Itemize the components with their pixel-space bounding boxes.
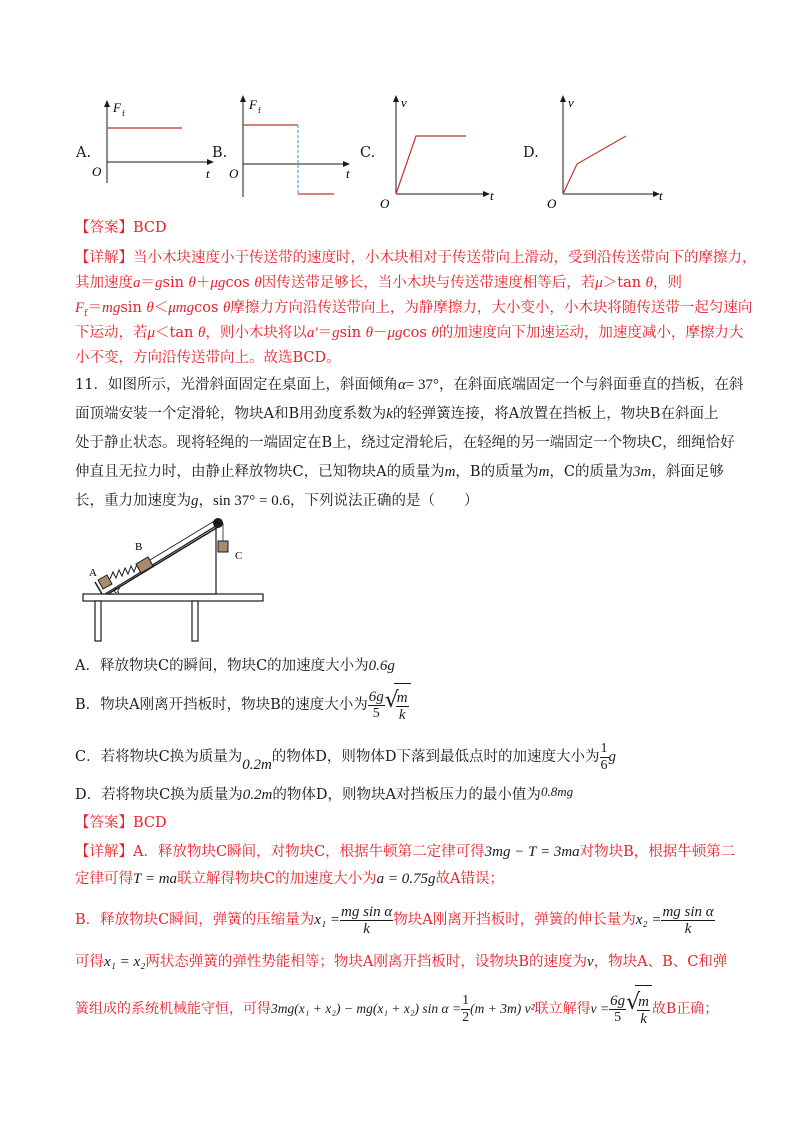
figure-label-c: C (235, 550, 243, 562)
detail-2-line-4: 可得x₁ = x₂两状态弹簧的弹性势能相等；物块A刚离开挡板时，设物块B的速度为v，物块A、B、C和弹 (75, 954, 728, 970)
graph-c (376, 92, 506, 212)
option-a: A．释放物块C的瞬间，物块C的加速度大小为0.6g (75, 658, 395, 674)
q11-line-3: 处于静止状态。现将轻绳的一端固定在B上，绕过定滑轮后，在轻绳的另一端固定一个物块C，细绳恰好 (75, 435, 735, 451)
detail-2-line-1: 【详解】A．释放物块C瞬间，对物块C，根据牛顿第二定律可得3mg − T = 3ma对物块B，根据牛顿第二 (75, 844, 736, 860)
detail-1-line-3: $F_f=mgsin$ θ＜μmgcos θ摩擦力方向沿传送带向上，为静摩擦力，大小变小，小木块将随传送带一起匀速向 (75, 300, 753, 319)
detail-2-line-2: 定律可得T = ma联立解得物块C的加速度大小为a = 0.75g故A错误； (75, 871, 504, 887)
graph-c-ylabel: v (401, 95, 407, 110)
graph-a-origin: O (92, 164, 102, 179)
option-c-fraction: $\frac{1}{6}$ (600, 740, 608, 773)
graph-a-xlabel: t (206, 166, 210, 181)
figure-label-alpha: α (114, 584, 120, 596)
graph-d-xlabel: t (659, 188, 663, 203)
graph-d-origin: O (547, 196, 557, 211)
option-b-fraction: $\frac{6g}{5}$ (368, 688, 384, 721)
q11-line-2: 面顶端安装一个定滑轮，物块A和B用劲度系数为k的轻弹簧连接，将A放置在挡板上，物块B在斜面上 (75, 406, 719, 422)
answer-1-label: 【答案】 (75, 220, 133, 236)
graph-b (228, 92, 358, 202)
figure-label-b: B (135, 541, 143, 553)
q11-line-4: 伸直且无拉力时，由静止释放物块C，已知物块A的质量为m，B的质量为m，C的质量为3m，斜面足够 (75, 464, 724, 480)
detail-1-line-1 (75, 248, 757, 268)
graph-c-origin: O (380, 196, 390, 211)
incline-figure (80, 510, 270, 645)
graph-d (543, 92, 673, 212)
graph-b-ysub: f (258, 106, 261, 115)
option-b-sqrt: √ $\frac{m}{k}$ (385, 683, 411, 727)
figure-label-a: A (89, 567, 97, 579)
option-b: B．物块A刚离开挡板时，物块B的速度大小为 $\frac{6g}{5}$ √ $\frac{m}{k}$ (75, 683, 735, 725)
answer-2-label: 【答案】 (75, 815, 133, 831)
answer-1 (75, 218, 735, 238)
detail-1-line-5: 小不变，方向沿传送带向上。故选BCD。 (75, 350, 341, 366)
graph-b-letter: B. (212, 145, 228, 161)
answer-1-value: BCD (133, 220, 167, 236)
detail-1-line-4: 下运动，若μ＜tan θ，则小木块将以a′＝gsin θ－μgcos θ的加速度向下加速运动，加速度减小，摩擦力大 (75, 325, 744, 341)
detail-1-label: 【详解】 (75, 250, 133, 266)
graph-a (92, 98, 222, 188)
graph-b-origin: O (229, 166, 239, 181)
q11-line-1: 11．如图所示，光滑斜面固定在桌面上，斜面倾角α= 37°，在斜面底端固定一个与斜面垂直的挡板，在斜 (75, 377, 744, 393)
option-d: D．若将物块C换为质量为0.2m的物体D，则物块A对挡板压力的最小值为0.8mg (75, 784, 574, 803)
q11-line-5: 长，重力加速度为g，sin 37° = 0.6，下列说法正确的是（ ） (75, 493, 479, 509)
detail-2-line-5: 簧组成的系统机械能守恒，可得3mg(x₁ + x₂) − mg(x₁ + x₂) sin α = $\frac{1}{2}$ (m + 3m) v²联立解得v = $\frac{6g}{5}$ √ $\frac{m}{k}$ 故B正确； (75, 985, 735, 1031)
graph-a-ysub: f (122, 109, 125, 118)
graph-d-ylabel: v (568, 95, 574, 110)
option-c: C．若将物块C换为质量为0.2m的物体D，则物体D下落到最低点时的加速度大小为 $\frac{1}{6}$ g (75, 740, 617, 773)
graph-b-ylabel: F (249, 97, 257, 112)
graph-c-xlabel: t (490, 188, 494, 203)
graph-a-letter: A. (76, 145, 92, 161)
answer-2 (75, 813, 735, 833)
detail-2-line-3: B．释放物块C瞬间，弹簧的压缩量为x₁ = $\frac{\text{mg sin α}}{k}$ 物块A刚离开挡板时，弹簧的伸长量为x₂ = $\frac{\text{mg sin α}}{k}$ (75, 903, 714, 937)
answer-2-value: BCD (133, 815, 167, 831)
graph-d-letter: D. (523, 145, 539, 161)
graph-c-letter: C. (360, 145, 376, 161)
detail-1-text-1: 当小木块速度小于传送带的速度时，小木块相对于传送带向上滑动，受到沿传送带向下的摩擦力， (133, 250, 757, 266)
graph-a-ylabel: F (113, 100, 121, 115)
detail-1-line-2: 其加速度a＝gsin θ＋μgcos θ因传送带足够长，当小木块与传送带速度相等后，若μ＞tan θ，则 (75, 275, 683, 291)
graph-b-xlabel: t (346, 166, 350, 181)
